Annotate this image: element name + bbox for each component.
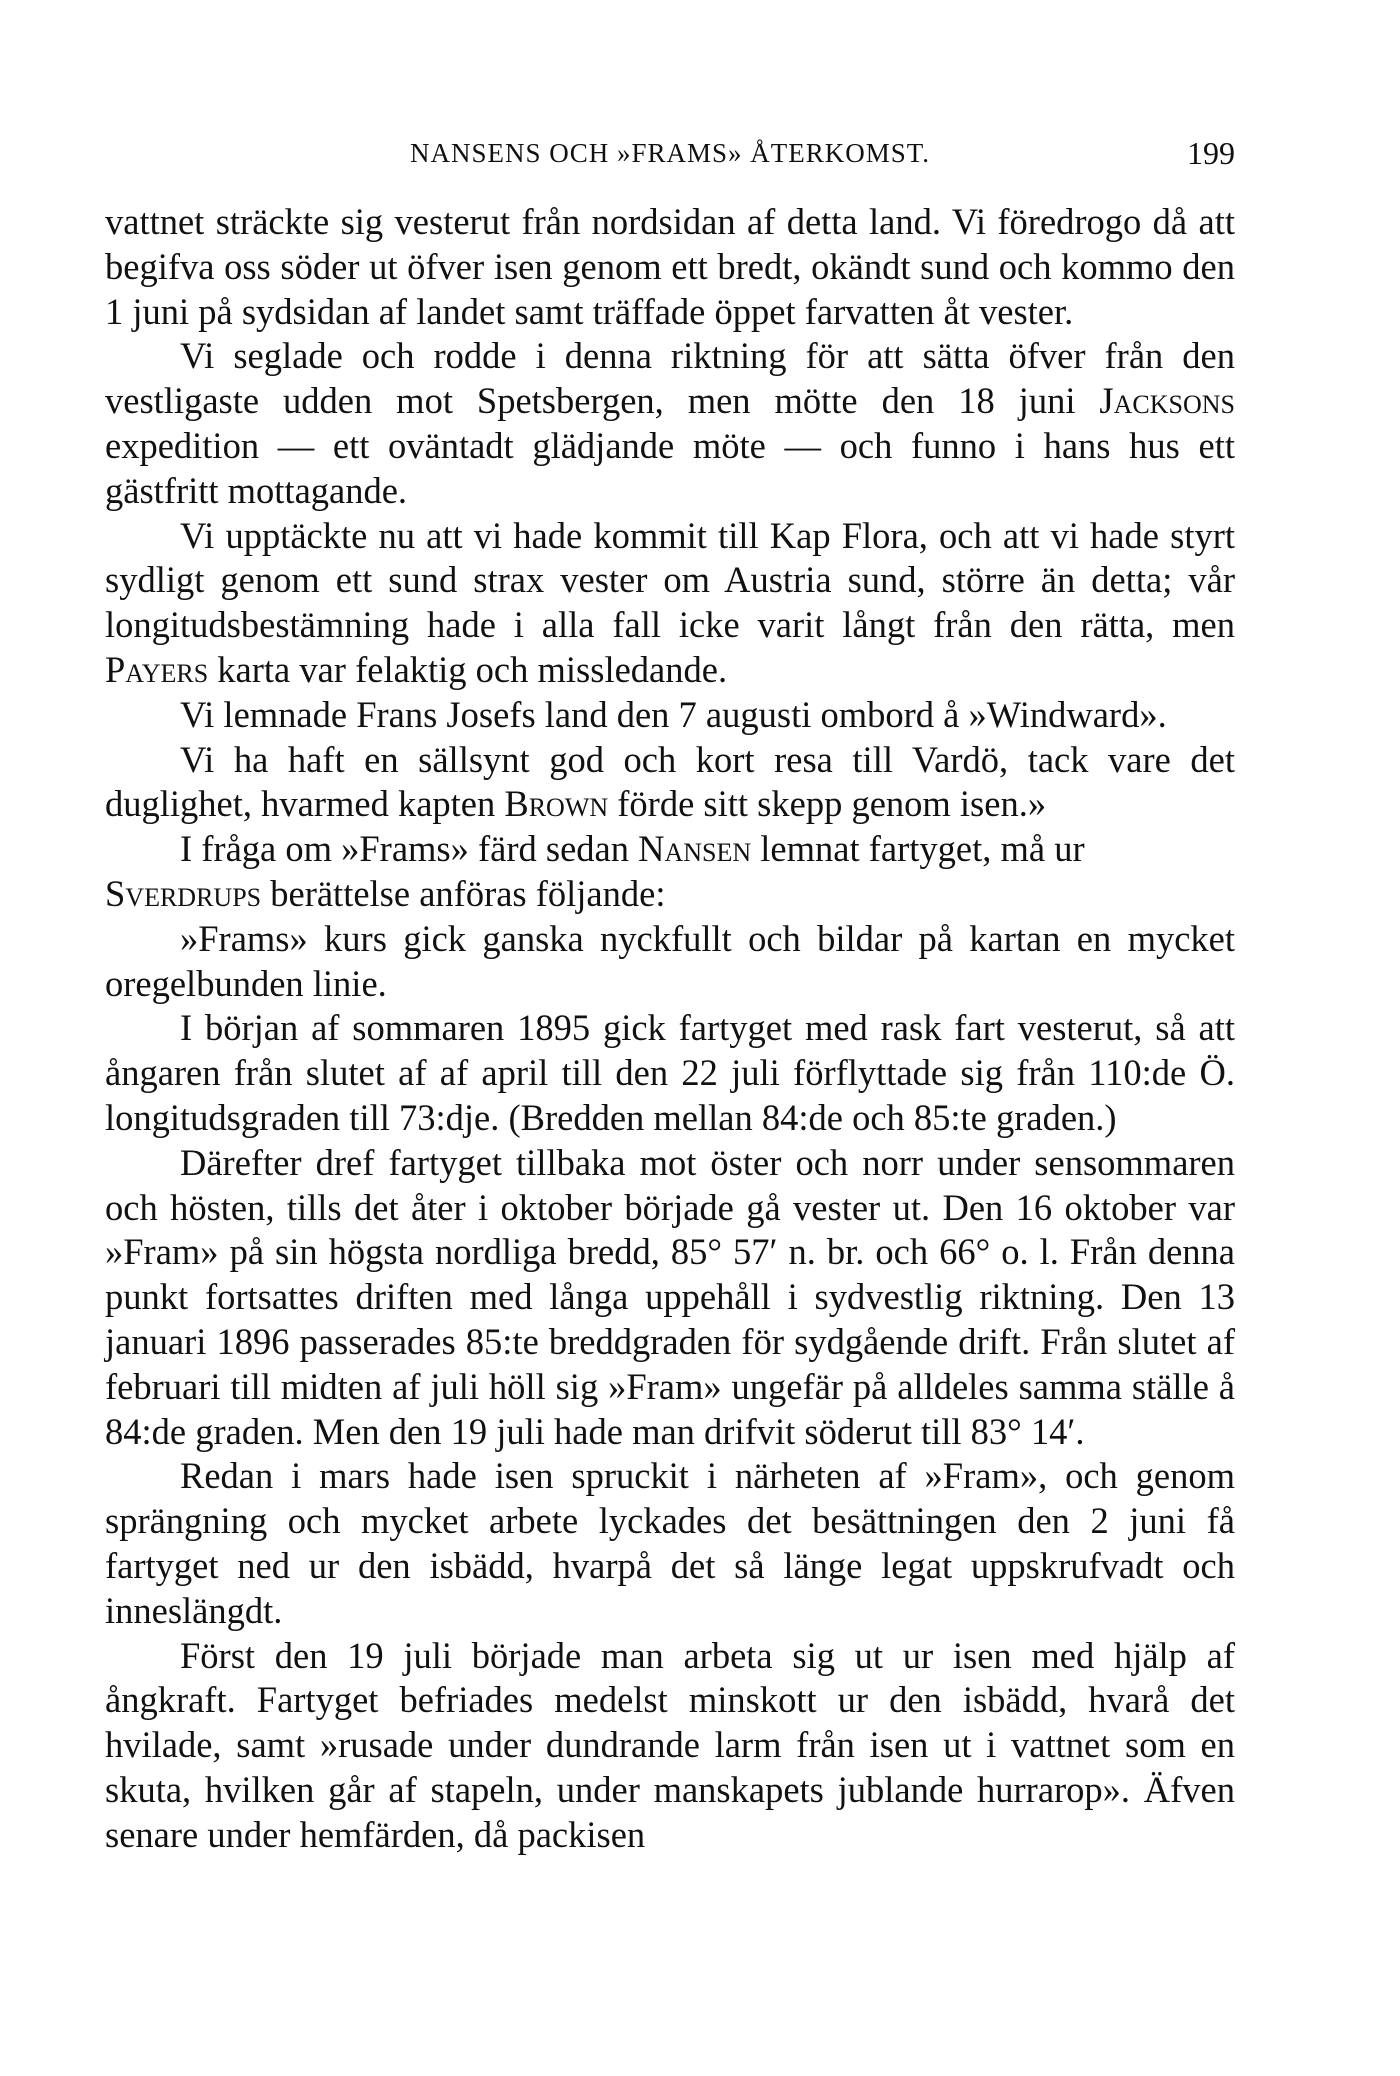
person-name: Sverdrups [105, 872, 262, 914]
paragraph-text: karta var felaktig och missledande. [208, 648, 728, 690]
paragraph-11 [105, 1454, 1235, 1633]
paragraph-text: lemnat fartyget, må ur [751, 828, 1085, 870]
paragraph-6 [105, 827, 1235, 872]
paragraph-text: Vi ha haft en sällsynt god och kort resa till Vardö, tack vare det duglighet, hvarmed kapten [105, 738, 1235, 825]
paragraph-text: Vi seglade och rodde i denna riktning för att sätta öfver från den vestligaste udden mot Spetsbergen, men mötte den 18 juni [105, 335, 1235, 422]
running-head [105, 128, 1235, 178]
paragraph-text: Därefter dref fartyget tillbaka mot öster och norr under sensommaren och hösten, tills det åter i oktober började gå vester ut. Den 16 oktober var »Fram» på sin högsta nordliga bredd, 85° 57′ n. br. och 66° o. l. Från denna punkt fortsattes driften med långa uppehåll i sydvestlig riktning. Den 13 januari 1896 passerades 85:te breddgraden för sydgående drift. Från slutet af februari till midten af juli höll sig »Fram» ungefär på alldeles samma ställe å 84:de graden. Men den 19 juli hade man drifvit söderut till 83° 14′. [105, 1141, 1235, 1452]
paragraph-1 [105, 200, 1235, 334]
paragraph-3 [105, 514, 1235, 693]
body-text [105, 200, 1235, 1857]
paragraph-8 [105, 917, 1235, 1007]
person-name: Brown [504, 783, 609, 825]
running-title: NANSENS OCH »FRAMS» ÅTERKOMST. [409, 138, 931, 168]
paragraph-text: »Frams» kurs gick ganska nyckfullt och bildar på kartan en mycket oregelbunden linie. [105, 917, 1235, 1004]
paragraph-7 [105, 872, 1235, 917]
paragraph-9 [105, 1006, 1235, 1140]
paragraph-10 [105, 1141, 1235, 1455]
paragraph-text: expedition — ett oväntadt glädjande möte — och funno i hans hus ett gästfritt mottagande. [105, 424, 1235, 511]
paragraph-text: berättelse anföras följande: [261, 872, 666, 914]
paragraph-5 [105, 738, 1235, 828]
paragraph-text: Vi upptäckte nu att vi hade kommit till Kap Flora, och att vi hade styrt sydligt genom ett sund strax vester om Austria sund, större än detta; vår longitudsbestämning hade i alla fall icke varit långt från den rätta, men [105, 514, 1235, 646]
paragraph-text: vattnet sträckte sig vesterut från nordsidan af detta land. Vi föredrogo då att begifva oss söder ut öfver isen genom ett bredt, okändt sund och kommo den 1 juni på sydsidan af landet samt träffade öppet farvatten åt vester. [105, 201, 1235, 332]
page-number: 199 [1187, 135, 1235, 171]
paragraph-text: Först den 19 juli började man arbeta sig ut ur isen med hjälp af ångkraft. Fartyget befriades medelst minskott ur den isbädd, hvarå det hvilade, samt »rusade under dundrande larm från isen ut i vattnet som en skuta, hvilken går af stapeln, under manskapets jublande hurrarop». Äfven senare under hemfärden, då packisen [105, 1634, 1235, 1855]
paragraph-text: Vi lemnade Frans Josefs land den 7 augusti ombord å »Windward». [180, 693, 1167, 735]
person-name: Nansen [638, 828, 752, 870]
paragraph-text: I början af sommaren 1895 gick fartyget med rask fart vesterut, så att ångaren från slutet af af april till den 22 juli förflyttade sig från 110:de Ö. longitudsgraden till 73:dje. (Bredden mellan 84:de och 85:te graden.) [105, 1007, 1235, 1138]
paragraph-4 [105, 693, 1235, 738]
paragraph-text: I fråga om »Frams» färd sedan [180, 828, 639, 870]
paragraph-2 [105, 334, 1235, 513]
paragraph-12 [105, 1634, 1235, 1858]
paragraph-text: förde sitt skepp genom isen.» [608, 783, 1047, 825]
person-name: Payers [105, 648, 209, 690]
person-name: Jacksons [1099, 380, 1235, 422]
paragraph-text: Redan i mars hade isen spruckit i närheten af »Fram», och genom sprängning och mycket arbete lyckades det besättningen den 2 juni få fartyget ned ur den isbädd, hvarpå det så länge legat uppskrufvadt och inneslängdt. [105, 1455, 1235, 1631]
